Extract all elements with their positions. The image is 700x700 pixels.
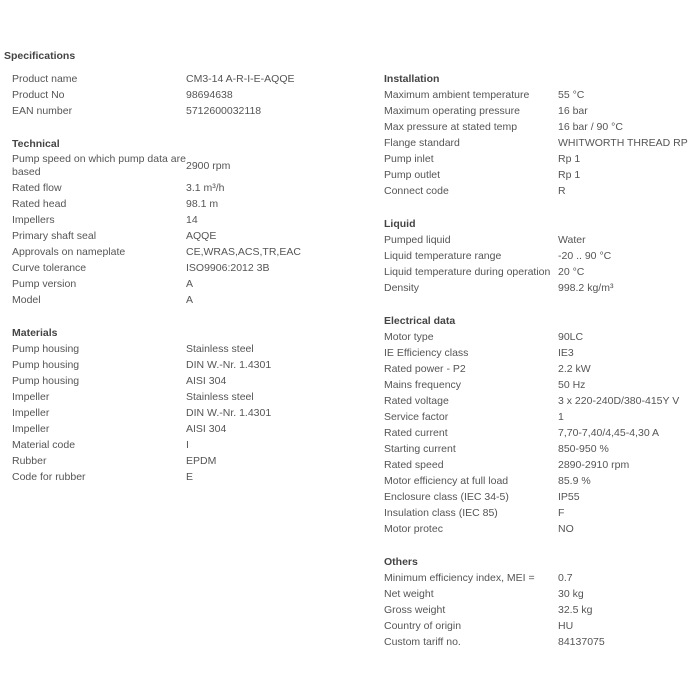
spec-label: Impellers — [12, 213, 55, 226]
spec-value: 16 bar / 90 °C — [558, 120, 623, 133]
spec-row — [12, 260, 362, 276]
spec-row-product-name — [12, 71, 362, 87]
spec-label: IE Efficiency class — [384, 346, 469, 359]
spec-label: Service factor — [384, 410, 449, 423]
spec-value: CM3-14 A-R-I-E-AQQE — [186, 72, 295, 85]
spec-value: A — [186, 277, 194, 290]
spec-value: 16 bar — [558, 104, 588, 117]
spec-value: DIN W.-Nr. 1.4301 — [186, 358, 272, 371]
spec-value: ISO9906:2012 3B — [186, 261, 270, 274]
spec-label: Impeller — [12, 406, 50, 419]
installation-section — [384, 71, 700, 199]
spec-label: Starting current — [384, 442, 456, 455]
spec-label: Motor efficiency at full load — [384, 474, 509, 487]
right-column — [384, 71, 700, 667]
spec-value: R — [558, 184, 566, 197]
spec-row — [12, 228, 362, 244]
spec-row — [12, 373, 362, 389]
spec-label: Pump inlet — [384, 152, 434, 165]
spec-row — [384, 505, 700, 521]
spec-row — [384, 87, 700, 103]
spec-row — [12, 357, 362, 373]
spec-label: Motor protec — [384, 522, 443, 535]
spec-label: Code for rubber — [12, 470, 86, 483]
spec-label: Net weight — [384, 587, 434, 600]
spec-label: Rated speed — [384, 458, 444, 471]
spec-label: Primary shaft seal — [12, 229, 97, 242]
spec-value: 90LC — [558, 330, 584, 343]
spec-row — [384, 457, 700, 473]
spec-label: Liquid temperature during operation — [384, 265, 551, 278]
spec-value: WHITWORTH THREAD RP — [558, 136, 688, 149]
spec-value: Rp 1 — [558, 152, 581, 165]
spec-label: Custom tariff no. — [384, 635, 461, 648]
general-section — [12, 71, 362, 119]
spec-value: AQQE — [186, 229, 217, 242]
section-title-installation: Installation — [384, 73, 440, 85]
spec-label: Country of origin — [384, 619, 462, 632]
spec-row — [384, 361, 700, 377]
spec-row — [384, 570, 700, 586]
spec-value: 1 — [558, 410, 564, 423]
spec-value: 14 — [186, 213, 198, 226]
section-title-technical: Technical — [12, 138, 60, 150]
spec-row — [384, 119, 700, 135]
spec-row — [384, 441, 700, 457]
spec-row — [384, 183, 700, 199]
spec-value: 98694638 — [186, 88, 233, 101]
spec-label: Curve tolerance — [12, 261, 87, 274]
spec-row — [384, 425, 700, 441]
spec-label: Rated power - P2 — [384, 362, 466, 375]
spec-label: Material code — [12, 438, 76, 451]
page-title: Specifications — [4, 50, 76, 62]
spec-row — [12, 437, 362, 453]
section-title-electrical: Electrical data — [384, 315, 456, 327]
spec-row — [384, 602, 700, 618]
spec-value: AISI 304 — [186, 374, 227, 387]
spec-value: 0.7 — [558, 571, 573, 584]
section-title-liquid: Liquid — [384, 218, 416, 230]
spec-row — [384, 103, 700, 119]
spec-row — [12, 196, 362, 212]
spec-label: Rated flow — [12, 181, 62, 194]
spec-row — [384, 232, 700, 248]
spec-value: 2890-2910 rpm — [558, 458, 630, 471]
spec-label: Product No — [12, 88, 65, 101]
spec-label: Rated voltage — [384, 394, 449, 407]
spec-value: AISI 304 — [186, 422, 227, 435]
spec-row — [384, 521, 700, 537]
spec-value: IE3 — [558, 346, 574, 359]
spec-row — [384, 489, 700, 505]
spec-row — [12, 341, 362, 357]
spec-row — [12, 421, 362, 437]
spec-row — [384, 409, 700, 425]
materials-section — [12, 325, 362, 485]
spec-row — [384, 377, 700, 393]
spec-value: E — [186, 470, 194, 483]
spec-value: 3.1 m³/h — [186, 181, 225, 194]
spec-value: 5712600032118 — [186, 104, 262, 117]
spec-label: Pumped liquid — [384, 233, 451, 246]
spec-value: A — [186, 293, 194, 306]
spec-label: Insulation class (IEC 85) — [384, 506, 498, 519]
spec-row — [384, 264, 700, 280]
spec-label: Maximum operating pressure — [384, 104, 520, 117]
spec-value: Stainless steel — [186, 390, 254, 403]
spec-value: HU — [558, 619, 574, 632]
section-title-others: Others — [384, 556, 418, 568]
spec-row — [12, 389, 362, 405]
spec-value: Rp 1 — [558, 168, 581, 181]
spec-row — [384, 345, 700, 361]
spec-value: I — [186, 438, 189, 451]
spec-label: Connect code — [384, 184, 449, 197]
electrical-section — [384, 313, 700, 537]
left-column — [12, 71, 362, 502]
liquid-section — [384, 216, 700, 296]
spec-row — [384, 167, 700, 183]
spec-label: EAN number — [12, 104, 73, 117]
section-title-materials: Materials — [12, 327, 58, 339]
spec-row — [12, 244, 362, 260]
spec-value: 30 kg — [558, 587, 584, 600]
spec-value: 32.5 kg — [558, 603, 593, 616]
spec-label: Pump housing — [12, 342, 80, 355]
spec-label: Approvals on nameplate — [12, 245, 126, 258]
spec-label: Pump housing — [12, 358, 80, 371]
spec-value: 2900 rpm — [186, 159, 231, 172]
spec-value: Stainless steel — [186, 342, 254, 355]
spec-value: -20 .. 90 °C — [558, 249, 612, 262]
spec-row-product-no — [12, 87, 362, 103]
spec-value: IP55 — [558, 490, 580, 503]
spec-row — [384, 248, 700, 264]
spec-value: 998.2 kg/m³ — [558, 281, 614, 294]
spec-label: Pump outlet — [384, 168, 441, 181]
spec-row — [384, 329, 700, 345]
spec-value: DIN W.-Nr. 1.4301 — [186, 406, 272, 419]
spec-row — [12, 469, 362, 485]
spec-value: 850-950 % — [558, 442, 609, 455]
spec-value: CE,WRAS,ACS,TR,EAC — [186, 245, 301, 258]
spec-row — [384, 618, 700, 634]
spec-value: EPDM — [186, 454, 217, 467]
spec-label: Product name — [12, 72, 78, 85]
spec-label: Flange standard — [384, 136, 460, 149]
spec-row-ean — [12, 103, 362, 119]
spec-label: Impeller — [12, 422, 50, 435]
spec-value: Water — [558, 233, 586, 246]
spec-value: 2.2 kW — [558, 362, 591, 375]
spec-row — [384, 586, 700, 602]
spec-label: Pump speed on which pump data are based — [12, 153, 186, 178]
spec-label: Pump version — [12, 277, 77, 290]
spec-label: Pump housing — [12, 374, 80, 387]
spec-label: Model — [12, 293, 41, 306]
spec-row — [12, 453, 362, 469]
spec-row — [384, 280, 700, 296]
spec-row — [384, 135, 700, 151]
spec-row — [384, 473, 700, 489]
spec-value: 85.9 % — [558, 474, 591, 487]
spec-row — [12, 152, 362, 180]
spec-row — [384, 151, 700, 167]
spec-row — [12, 212, 362, 228]
spec-label: Gross weight — [384, 603, 446, 616]
spec-label: Density — [384, 281, 420, 294]
spec-label: Rated current — [384, 426, 448, 439]
technical-section — [12, 136, 362, 308]
spec-label: Mains frequency — [384, 378, 462, 391]
spec-label: Enclosure class (IEC 34-5) — [384, 490, 509, 503]
spec-label: Max pressure at stated temp — [384, 120, 518, 133]
spec-row — [384, 393, 700, 409]
spec-label: Liquid temperature range — [384, 249, 502, 262]
others-section — [384, 554, 700, 650]
spec-label: Impeller — [12, 390, 50, 403]
spec-value: 84137075 — [558, 635, 605, 648]
spec-value: NO — [558, 522, 574, 535]
spec-value: 20 °C — [558, 265, 585, 278]
spec-row — [384, 634, 700, 650]
spec-value: 50 Hz — [558, 378, 586, 391]
spec-row — [12, 405, 362, 421]
spec-value: 98.1 m — [186, 197, 219, 210]
spec-label: Rated head — [12, 197, 67, 210]
spec-value: 7,70-7,40/4,45-4,30 A — [558, 426, 659, 439]
spec-row — [12, 292, 362, 308]
spec-value: 3 x 220-240D/380-415Y V — [558, 394, 680, 407]
spec-label: Rubber — [12, 454, 47, 467]
spec-value: 55 °C — [558, 88, 585, 101]
spec-row — [12, 276, 362, 292]
spec-row — [12, 180, 362, 196]
spec-label: Maximum ambient temperature — [384, 88, 530, 101]
spec-value: F — [558, 506, 565, 519]
spec-label: Motor type — [384, 330, 434, 343]
spec-label: Minimum efficiency index, MEI = — [384, 571, 535, 584]
